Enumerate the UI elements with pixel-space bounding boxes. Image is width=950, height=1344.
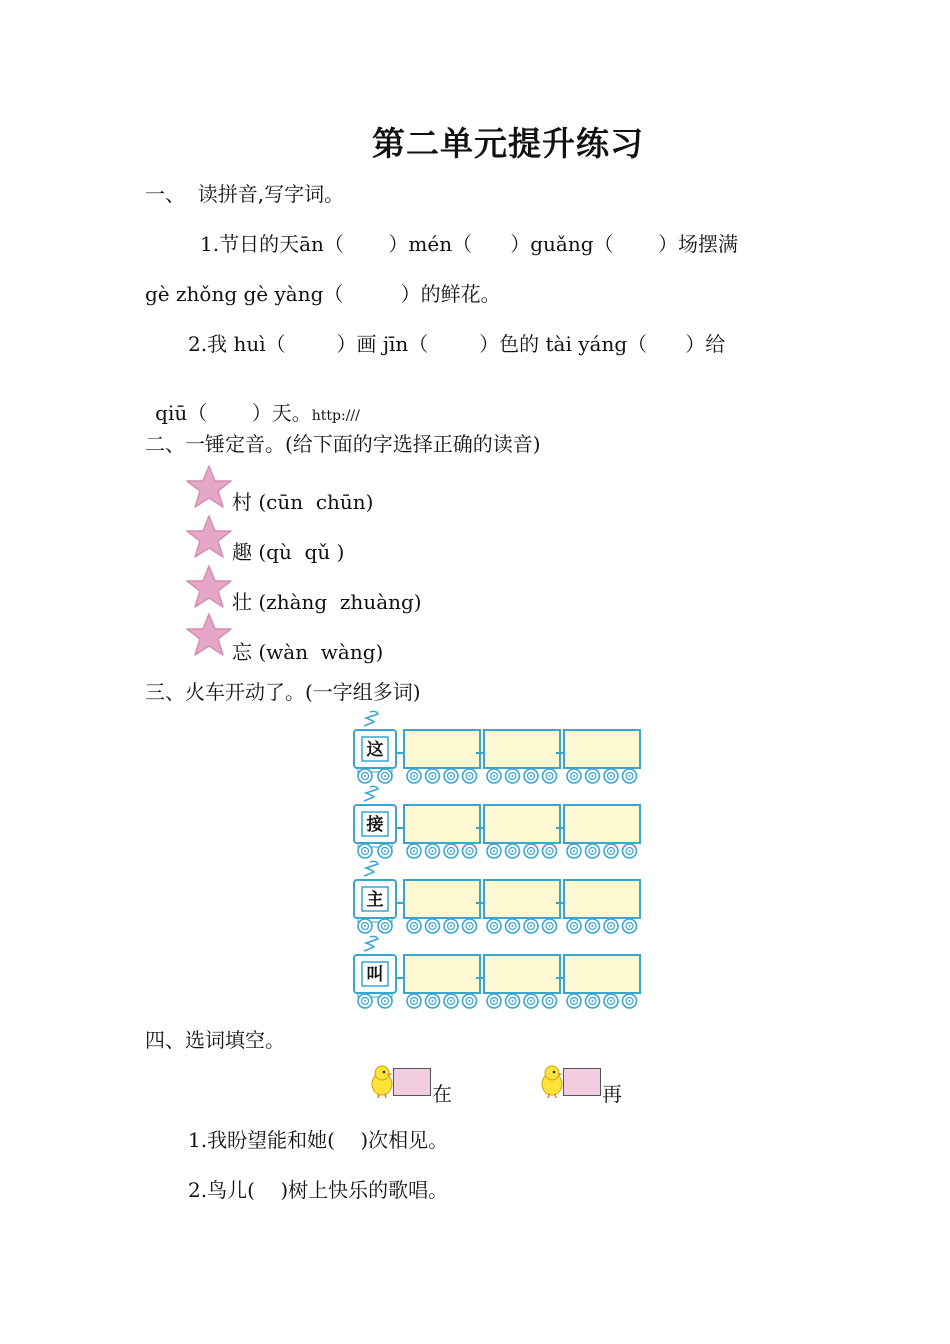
train-car-blank [404,955,480,993]
section-1-heading: 一、 读拼音,写字词。 [145,182,345,206]
smoke-icon [364,936,378,951]
choice-word-2: 再 [602,1082,622,1106]
train [354,861,640,933]
train [354,936,640,1008]
question-1: 1.我盼望能和她( )次相见。 [188,1128,449,1152]
star-icon [186,464,232,510]
page-title: 第二单元提升练习 [372,124,644,163]
smoke-icon [364,861,378,876]
train-car-blank [404,805,480,843]
train-car-blank [484,805,560,843]
train-car-blank [484,955,560,993]
section-1-line-1: 1.节日的天ān（ ）mén（ ）guǎng（ ）场摆满 [200,232,739,256]
section-4-heading: 四、选词填空。 [145,1028,285,1052]
section-1-line-3: 2.我 huì（ ）画 jīn（ ）色的 tài yáng（ ）给 [188,332,726,356]
train-car-blank [404,880,480,918]
engine-character: 接 [366,815,384,835]
star-icon [186,564,232,610]
train-car-blank [564,730,640,768]
engine-character: 叫 [366,965,384,985]
section-1-line-4 [145,378,360,426]
train-diagram [350,708,650,1013]
star-icon [186,514,232,560]
section-1-line-4-text: qiū（ ）天。 [155,401,312,425]
train-car-blank [564,880,640,918]
train-car-blank [484,880,560,918]
train [354,711,640,783]
chick-icon [370,1064,394,1098]
section-1-line-2: gè zhǒng gè yàng（ ）的鲜花。 [145,282,501,306]
question-2: 2.鸟儿( )树上快乐的歌唱。 [188,1178,449,1202]
section-2-heading: 二、一锤定音。(给下面的字选择正确的读音) [145,432,541,456]
smoke-icon [364,786,378,801]
choice-box [563,1068,601,1096]
train-car-blank [564,955,640,993]
chick-icon [540,1064,564,1098]
option-item-1: 村 (cūn chūn) [232,490,374,514]
url-text: http:/// [311,408,360,424]
train-car-blank [484,730,560,768]
option-item-3: 壮 (zhàng zhuàng) [232,590,422,614]
star-icon [186,612,232,658]
train [354,786,640,858]
choice-box [393,1068,431,1096]
engine-character: 主 [366,890,384,910]
engine-character: 这 [366,740,384,760]
option-item-2: 趣 (qù qǔ ) [232,540,345,564]
choice-word-1: 在 [432,1082,452,1106]
smoke-icon [364,711,378,726]
train-car-blank [564,805,640,843]
section-3-heading: 三、火车开动了。(一字组多词) [145,680,421,704]
option-item-4: 忘 (wàn wàng) [232,640,384,664]
train-car-blank [404,730,480,768]
